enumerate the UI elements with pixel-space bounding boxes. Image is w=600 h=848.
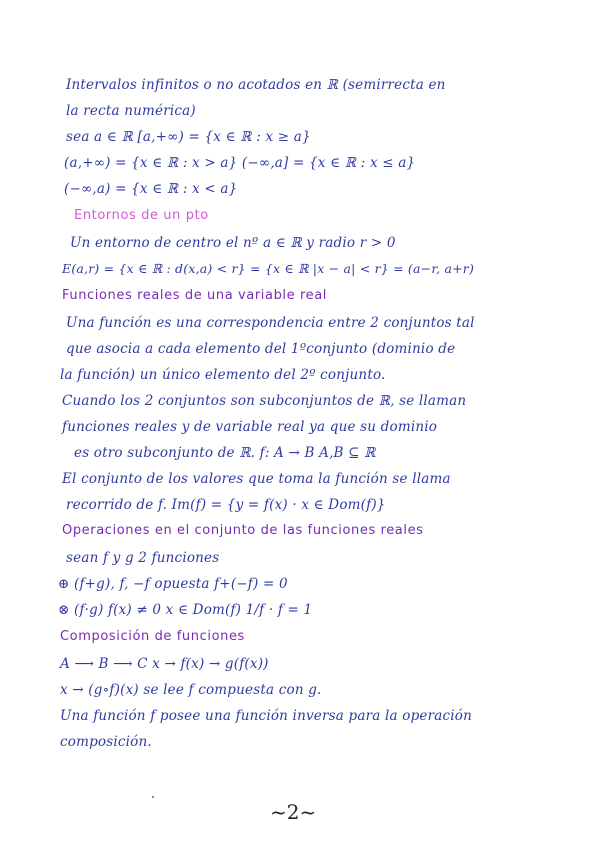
text-line: (a,+∞) = {x ∈ ℝ : x > a} (−∞,a] = {x ∈ ℝ : x ≤ a} — [64, 155, 416, 171]
section-heading: Funciones reales de una variable real — [62, 288, 328, 303]
text-line: (−∞,a) = {x ∈ ℝ : x < a} — [64, 181, 238, 197]
text-line: A ⟶ B ⟶ C x → f(x) → g(f(x)) — [60, 656, 269, 672]
text-line: E(a,r) = {x ∈ ℝ : d(x,a) < r} = {x ∈ ℝ |x − a| < r} = (a−r, a+r) — [62, 261, 475, 276]
text-line: x → (g∘f)(x) se lee f compuesta con g. — [60, 682, 322, 698]
text-line: la función) un único elemento del 2º conjunto. — [60, 367, 386, 383]
section-heading: Entornos de un pto — [74, 208, 209, 223]
text-line: Un entorno de centro el nº a ∈ ℝ y radio r > 0 — [70, 235, 396, 251]
text-line: El conjunto de los valores que toma la función se llama — [62, 471, 451, 487]
text-line: sean f y g 2 funciones — [66, 550, 220, 566]
text-line: Intervalos infinitos o no acotados en ℝ (semirrecta en — [66, 77, 446, 93]
text-line: composición. — [60, 734, 152, 750]
text-line: sea a ∈ ℝ [a,+∞) = {x ∈ ℝ : x ≥ a} — [66, 129, 311, 145]
text-line: que asocia a cada elemento del 1ºconjunto (dominio de — [66, 341, 456, 357]
text-line: ⊕ (f+g), f, −f opuesta f+(−f) = 0 — [58, 576, 288, 592]
section-heading: Operaciones en el conjunto de las funciones reales — [62, 523, 424, 538]
text-line: funciones reales y de variable real ya que su dominio — [62, 419, 438, 435]
ink-dot — [152, 796, 154, 798]
text-line: recorrido de f. Im(f) = {y = f(x) · x ∈ Dom(f)} — [66, 497, 386, 513]
page-number: ~2~ — [270, 800, 317, 824]
text-line: Una función es una correspondencia entre 2 conjuntos tal — [66, 315, 475, 331]
text-line: Una función f posee una función inversa para la operación — [60, 708, 473, 724]
text-line: es otro subconjunto de ℝ. f: A → B A,B ⊆ ℝ — [74, 445, 376, 461]
section-heading: Composición de funciones — [60, 629, 245, 644]
text-line: la recta numérica) — [66, 103, 196, 119]
text-line: Cuando los 2 conjuntos son subconjuntos de ℝ, se llaman — [62, 393, 467, 409]
text-line: ⊗ (f·g) f(x) ≠ 0 x ∈ Dom(f) 1/f · f = 1 — [58, 602, 313, 618]
